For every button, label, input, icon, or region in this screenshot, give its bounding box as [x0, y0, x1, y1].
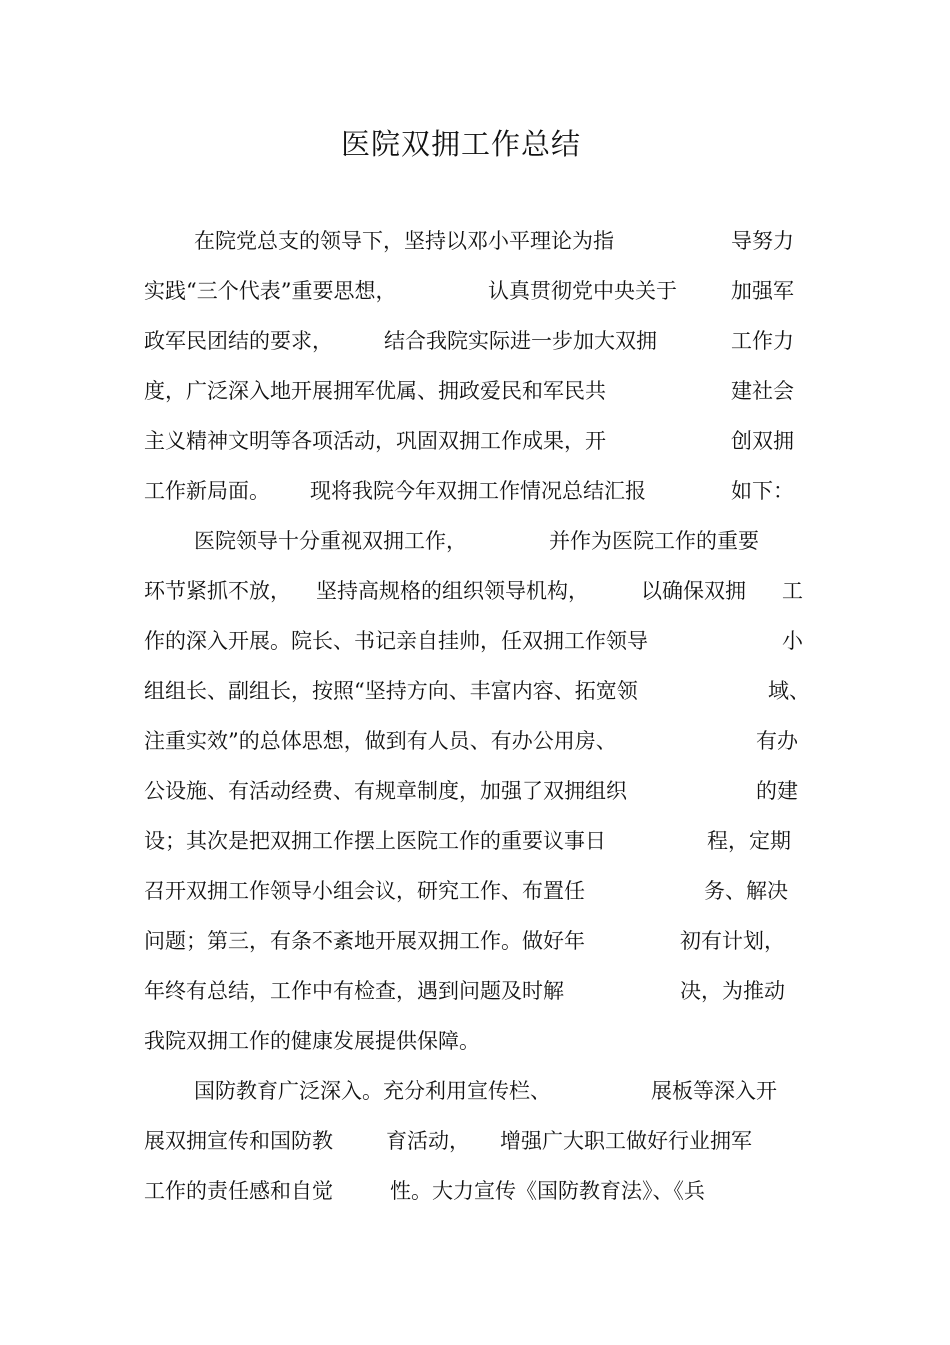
text-segment: 建社会	[731, 379, 794, 403]
text-segment: 展板等深入开	[651, 1079, 777, 1103]
text-segment: 医院领导十分重视双拥工作，	[194, 529, 467, 553]
text-line	[144, 920, 804, 970]
text-line	[144, 820, 804, 870]
text-segment: 的建	[756, 779, 798, 803]
text-line	[144, 320, 804, 370]
text-segment: 坚持高规格的组织领导机构，	[316, 579, 589, 603]
text-segment: 有办	[756, 729, 798, 753]
text-segment: 作的深入开展。院长、书记亲自挂帅，任双拥工作领导	[144, 629, 648, 653]
text-segment: 育活动，	[386, 1129, 470, 1153]
text-segment: 认真贯彻党中央关于	[488, 279, 677, 303]
text-segment: 小	[782, 629, 803, 653]
text-line	[144, 520, 804, 570]
text-segment: 工作新局面。	[144, 479, 270, 503]
text-line	[144, 870, 804, 920]
text-line	[144, 370, 804, 420]
text-segment: 我院双拥工作的健康发展提供保障。	[144, 1029, 480, 1053]
text-segment: 政军民团结的要求，	[144, 329, 333, 353]
text-line	[144, 1070, 804, 1120]
text-segment: 注重实效”的总体思想，做到有人员、有办公用房、	[144, 729, 617, 753]
text-segment: 域、	[768, 679, 810, 703]
text-segment: 并作为医院工作的重要	[549, 529, 759, 553]
text-line	[144, 770, 804, 820]
text-segment: 性。大力宣传《国防教育法》、《兵	[390, 1179, 705, 1203]
text-segment: 程，定期	[707, 829, 791, 853]
text-segment: 实践“三个代表”重要思想，	[144, 279, 397, 303]
text-segment: 现将我院今年双拥工作情况总结汇报	[310, 479, 646, 503]
text-line	[144, 720, 804, 770]
text-segment: 工作的责任感和自觉	[144, 1179, 333, 1203]
text-segment: 年终有总结，工作中有检查，遇到问题及时解	[144, 979, 564, 1003]
text-segment: 导努力	[731, 229, 794, 253]
text-line	[144, 1120, 804, 1170]
text-line	[144, 1170, 804, 1220]
text-segment: 主义精神文明等各项活动，巩固双拥工作成果，开	[144, 429, 606, 453]
text-segment: 加强军	[731, 279, 794, 303]
document-title: 医院双拥工作总结	[340, 127, 581, 161]
text-line	[144, 1020, 804, 1070]
text-segment: 问题；第三，有条不紊地开展双拥工作。做好年	[144, 929, 585, 953]
text-line	[144, 620, 804, 670]
text-line	[144, 220, 804, 270]
text-line	[144, 570, 804, 620]
text-segment: 召开双拥工作领导小组会议，研究工作、布置任	[144, 879, 585, 903]
text-segment: 务、解决	[704, 879, 788, 903]
text-segment: 增强广大职工做好行业拥军	[500, 1129, 752, 1153]
text-segment: 在院党总支的领导下，坚持以邓小平理论为指	[194, 229, 614, 253]
text-segment: 结合我院实际进一步加大双拥	[384, 329, 657, 353]
text-line	[144, 420, 804, 470]
text-line	[144, 970, 804, 1020]
text-line	[144, 270, 804, 320]
text-segment: 工	[782, 579, 803, 603]
text-segment: 公设施、有活动经费、有规章制度，加强了双拥组织	[144, 779, 627, 803]
text-segment: 设；其次是把双拥工作摆上医院工作的重要议事日	[144, 829, 606, 853]
text-segment: 创双拥	[731, 429, 794, 453]
text-segment: 初有计划，	[680, 929, 785, 953]
document-body	[144, 220, 810, 1220]
text-segment: 环节紧抓不放，	[144, 579, 291, 603]
text-segment: 展双拥宣传和国防教	[144, 1129, 333, 1153]
text-segment: 度，广泛深入地开展拥军优属、拥政爱民和军民共	[144, 379, 606, 403]
text-segment: 以确保双拥	[641, 579, 746, 603]
text-segment: 国防教育广泛深入。充分利用宣传栏、	[194, 1079, 551, 1103]
text-line	[144, 470, 804, 520]
text-line	[144, 670, 810, 720]
text-segment: 组组长、副组长，按照“坚持方向、丰富内容、拓宽领	[144, 679, 638, 703]
text-segment: 决，为推动	[680, 979, 785, 1003]
text-segment: 如下：	[731, 479, 794, 503]
text-segment: 工作力	[731, 329, 794, 353]
